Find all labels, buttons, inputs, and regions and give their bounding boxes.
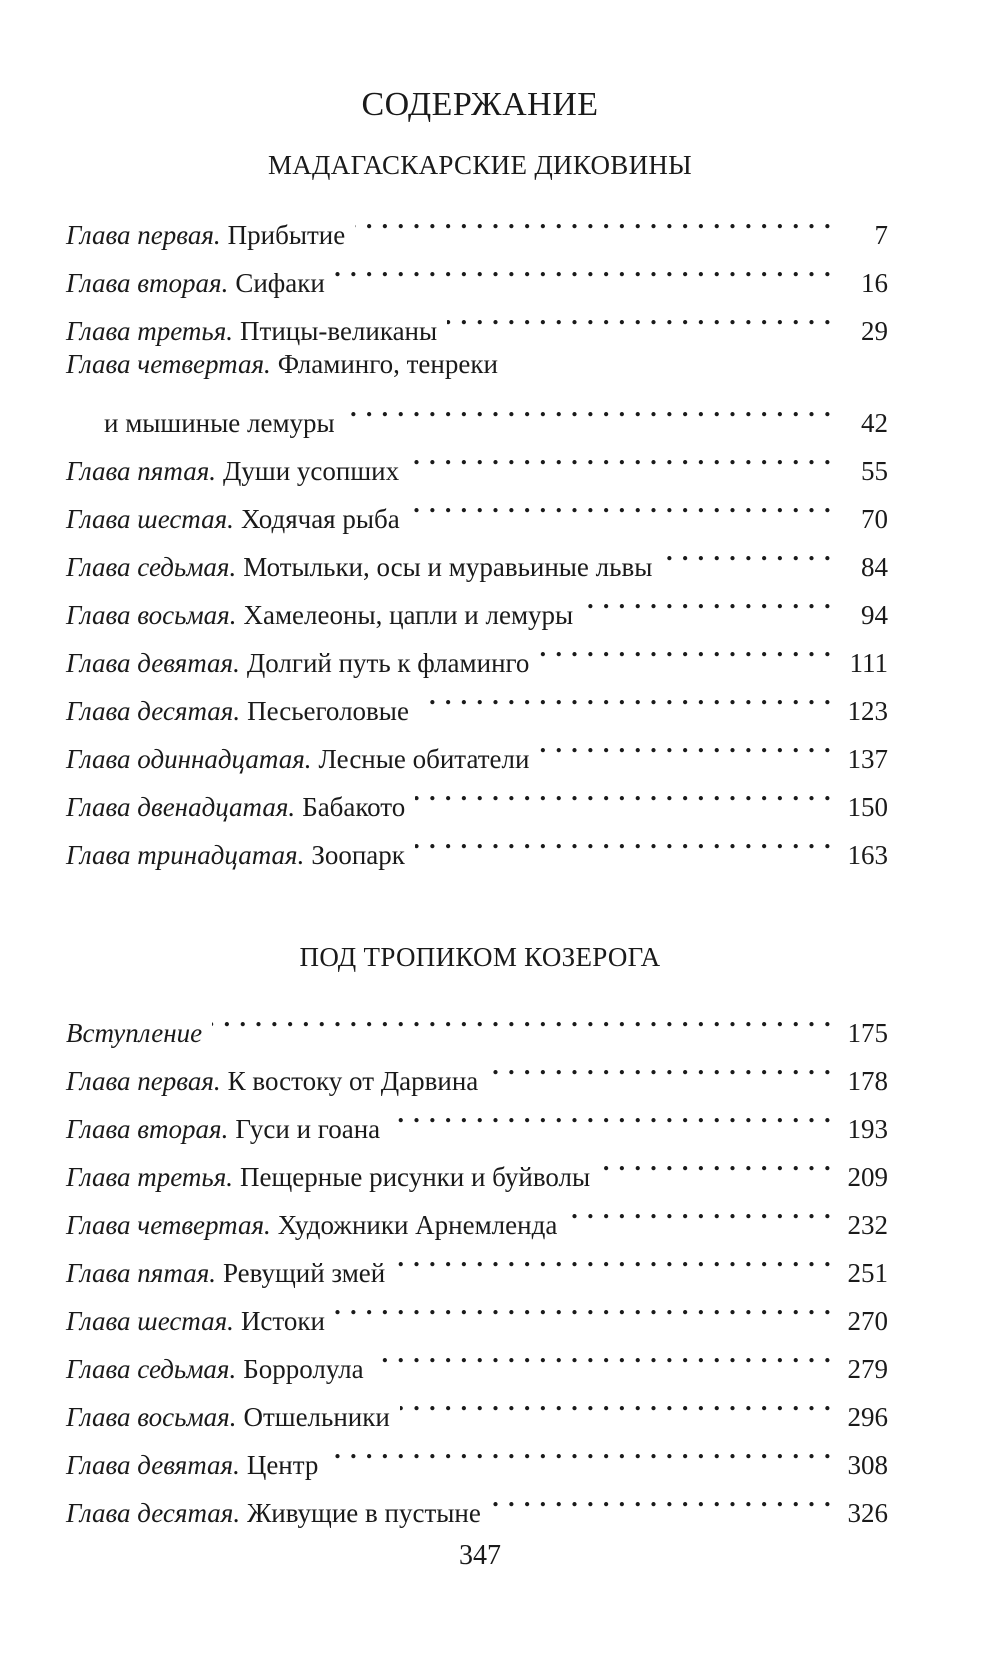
chapter-label: Глава шестая.: [66, 1306, 234, 1336]
section-heading-madagascar: МАДАГАСКАРСКИЕ ДИКОВИНЫ: [267, 150, 693, 180]
dot-leader: [410, 480, 832, 528]
dot-leader: [374, 1330, 832, 1378]
chapter-title: Центр: [246, 1450, 319, 1480]
page-number: 175: [847, 1018, 888, 1048]
dot-leader: [395, 1234, 832, 1282]
chapter-title: Гуси и гоана: [235, 1114, 381, 1144]
page-number: 150: [847, 792, 888, 822]
page-number: 296: [847, 1402, 888, 1432]
chapter-title: Отшельники: [243, 1402, 390, 1432]
chapter-label: Вступление: [66, 1018, 203, 1048]
chapter-title: Ревущий змей: [223, 1258, 386, 1288]
dot-leader: [447, 292, 832, 340]
chapter-title: Борролула: [243, 1354, 364, 1384]
dot-leader: [328, 1426, 832, 1474]
dot-leader: [212, 994, 832, 1042]
chapter-label: Глава одиннадцатая.: [66, 744, 312, 774]
dot-leader: [583, 576, 832, 624]
chapter-title: Художники Арнемленда: [277, 1210, 558, 1240]
dot-leader: [662, 528, 832, 576]
toc-entry-continuation: [66, 384, 888, 438]
toc-entry: [66, 340, 888, 384]
chapter-title: Сифаки: [235, 268, 325, 298]
page-number: 251: [847, 1258, 888, 1288]
page-title: СОДЕРЖАНИЕ: [361, 86, 599, 123]
chapter-title: Мотыльки, осы и муравьиные львы: [243, 552, 653, 582]
toc-entry: [66, 994, 888, 1048]
toc-section-capricorn: [66, 994, 888, 1528]
dot-leader: [600, 1138, 832, 1186]
chapter-label: Глава вторая.: [66, 268, 229, 298]
page-number: 70: [861, 504, 888, 534]
chapter-title: Прибытие: [227, 220, 346, 250]
chapter-title: Птицы-великаны: [240, 316, 438, 346]
dot-leader: [488, 1042, 832, 1090]
chapter-label: Глава седьмая.: [66, 1354, 237, 1384]
chapter-title: Истоки: [240, 1306, 325, 1336]
page-number: 326: [847, 1498, 888, 1528]
chapter-title: Живущие в пустыне: [247, 1498, 481, 1528]
chapter-label: Глава седьмая.: [66, 552, 237, 582]
dot-leader: [567, 1186, 832, 1234]
chapter-title: Ходячая рыба: [240, 504, 400, 534]
chapter-label: Глава четвертая.: [66, 349, 271, 379]
page-number: 42: [861, 408, 888, 438]
chapter-title: Фламинго, тенреки: [277, 349, 498, 379]
chapter-label: Глава десятая.: [66, 696, 241, 726]
page-number: 94: [861, 600, 888, 630]
chapter-title: Души усопших: [223, 456, 400, 486]
chapter-label: Глава первая.: [66, 1066, 221, 1096]
chapter-label: Глава восьмая.: [66, 1402, 237, 1432]
page-number: 308: [847, 1450, 888, 1480]
chapter-title: Долгий путь к фламинго: [246, 648, 530, 678]
chapter-label: Глава девятая.: [66, 648, 240, 678]
page-number: 137: [847, 744, 888, 774]
chapter-title: Пещерные рисунки и буйволы: [240, 1162, 591, 1192]
dot-leader: [400, 1378, 832, 1426]
page-number: 163: [847, 840, 888, 870]
page-number: 29: [861, 316, 888, 346]
page-folio-number: 347: [459, 1540, 501, 1571]
page-number: 279: [847, 1354, 888, 1384]
page-number: 84: [861, 552, 888, 582]
chapter-title: Бабакото: [302, 792, 406, 822]
chapter-title: Лесные обитатели: [318, 744, 530, 774]
page-number: 209: [847, 1162, 888, 1192]
page-number: 7: [874, 220, 888, 250]
dot-leader: [415, 768, 832, 816]
chapter-label: Глава первая.: [66, 220, 221, 250]
chapter-label: Глава тринадцатая.: [66, 840, 305, 870]
chapter-label: Глава пятая.: [66, 1258, 216, 1288]
chapter-title: К востоку от Дарвина: [227, 1066, 479, 1096]
chapter-title-continuation: и мышиные лемуры: [104, 408, 335, 438]
toc-entry: [66, 196, 888, 250]
chapter-label: Глава десятая.: [66, 1498, 241, 1528]
chapter-label: Глава девятая.: [66, 1450, 240, 1480]
page-number: 270: [847, 1306, 888, 1336]
page-number: 178: [847, 1066, 888, 1096]
chapter-label: Глава четвертая.: [66, 1210, 271, 1240]
chapter-label: Глава пятая.: [66, 456, 216, 486]
chapter-label: Глава двенадцатая.: [66, 792, 296, 822]
chapter-title: Хамелеоны, цапли и лемуры: [243, 600, 574, 630]
chapter-label: Глава вторая.: [66, 1114, 229, 1144]
dot-leader: [491, 1474, 832, 1522]
page-number: 123: [847, 696, 888, 726]
page-number: 55: [861, 456, 888, 486]
page-number: 232: [847, 1210, 888, 1240]
chapter-title: Песьеголовые: [247, 696, 409, 726]
dot-leader: [355, 196, 832, 244]
dot-leader: [419, 672, 832, 720]
chapter-label: Глава восьмая.: [66, 600, 237, 630]
chapter-label: Глава третья.: [66, 1162, 234, 1192]
page-number: 16: [861, 268, 888, 298]
page-number: 193: [847, 1114, 888, 1144]
section-heading-capricorn: ПОД ТРОПИКОМ КОЗЕРОГА: [299, 942, 661, 972]
toc-section-madagascar: [66, 196, 888, 870]
chapter-title: Зоопарк: [311, 840, 405, 870]
dot-leader: [539, 624, 832, 672]
dot-leader: [345, 384, 832, 432]
dot-leader: [415, 816, 832, 864]
dot-leader: [335, 244, 832, 292]
chapter-label: Глава шестая.: [66, 504, 234, 534]
dot-leader: [409, 432, 832, 480]
dot-leader: [390, 1090, 832, 1138]
chapter-label: Глава третья.: [66, 316, 234, 346]
dot-leader: [335, 1282, 832, 1330]
page-number: 111: [849, 648, 888, 678]
dot-leader: [539, 720, 832, 768]
